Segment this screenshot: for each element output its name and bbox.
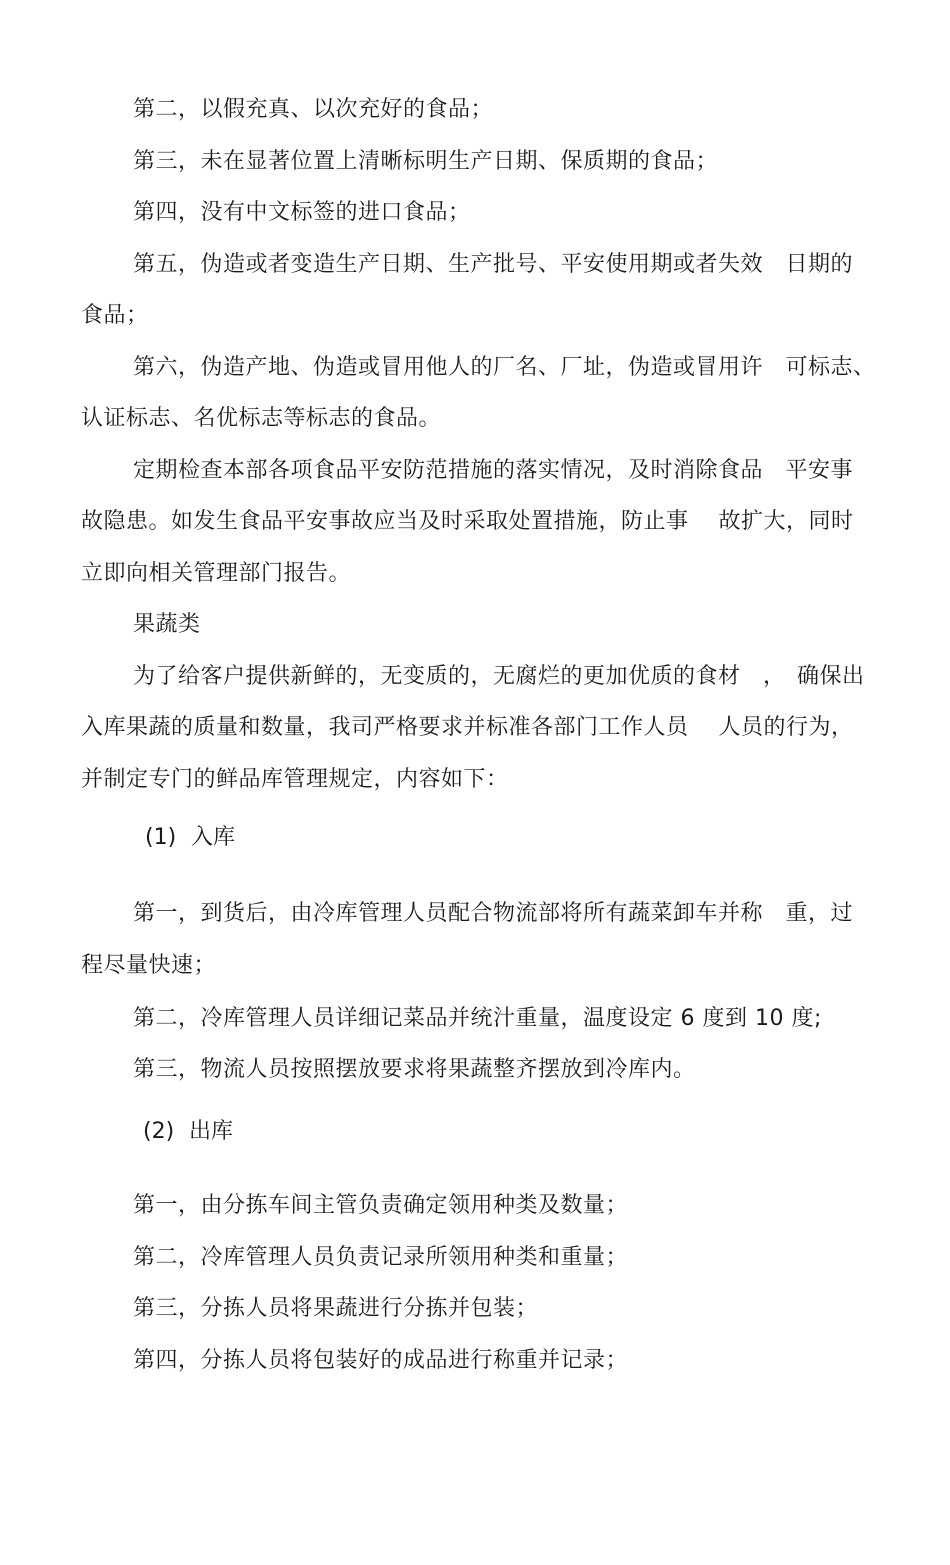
paragraph-line: 为了给客户提供新鲜的，无变质的，无腐烂的更加优质的食材 ， 确保出 <box>133 664 865 689</box>
paragraph-line: 并制定专门的鲜品库管理规定，内容如下： <box>81 767 509 792</box>
paragraph-line: 定期检查本部各项食品平安防范措施的落实情况，及时消除食品 平安事 <box>133 458 854 483</box>
subsection-title: 出库 <box>189 1119 234 1144</box>
paragraph-line: 程尽量快速； <box>81 953 217 978</box>
subsection-heading-outbound <box>143 1117 233 1147</box>
paragraph-line: 故隐患。如发生食品平安事故应当及时采取处置措施，防止事 故扩大，同时 <box>81 509 854 534</box>
paragraph-line: 入库果蔬的质量和数量，我司严格要求并标准各部门工作人员 人员的行为， <box>81 715 854 740</box>
subsection-heading-inbound <box>145 823 235 853</box>
paragraph-line: 第一，到货后，由冷库管理人员配合物流部将所有蔬菜卸车并称 重，过 <box>133 901 854 926</box>
paragraph-line: 第二，冷库管理人员负责记录所领用种类和重量； <box>133 1245 629 1270</box>
subsection-number: (1) <box>145 825 177 850</box>
subsection-title: 入库 <box>191 825 236 850</box>
paragraph-line: 第二，以假充真、以次充好的食品； <box>133 97 494 122</box>
paragraph-line: 第四，没有中文标签的进口食品； <box>133 200 471 225</box>
paragraph-line: 食品； <box>81 303 149 328</box>
paragraph-line: 第二，冷库管理人员详细记菜品并统汁重量，温度设定 6 度到 10 度; <box>133 1006 822 1031</box>
paragraph-line: 第三，未在显著位置上清晰标明生产日期、保质期的食品； <box>133 149 719 174</box>
paragraph-line: 第三，物流人员按照摆放要求将果蔬整齐摆放到冷库内。 <box>133 1057 696 1082</box>
paragraph-line: 第五，伪造或者变造生产日期、生产批号、平安使用期或者失效 日期的 <box>133 252 854 277</box>
paragraph-line: 立即向相关管理部门报告。 <box>81 561 352 586</box>
paragraph-line: 认证标志、名优标志等标志的食品。 <box>81 406 442 431</box>
section-heading: 果蔬类 <box>133 612 201 637</box>
paragraph-line: 第四，分拣人员将包装好的成品进行称重并记录； <box>133 1348 629 1373</box>
paragraph-line: 第六，伪造产地、伪造或冒用他人的厂名、厂址，伪造或冒用许 可标志、 <box>133 355 876 380</box>
paragraph-line: 第三，分拣人员将果蔬进行分拣并包装； <box>133 1296 539 1321</box>
subsection-number: (2) <box>143 1119 175 1144</box>
paragraph-line: 第一，由分拣车间主管负责确定领用种类及数量； <box>133 1193 629 1218</box>
